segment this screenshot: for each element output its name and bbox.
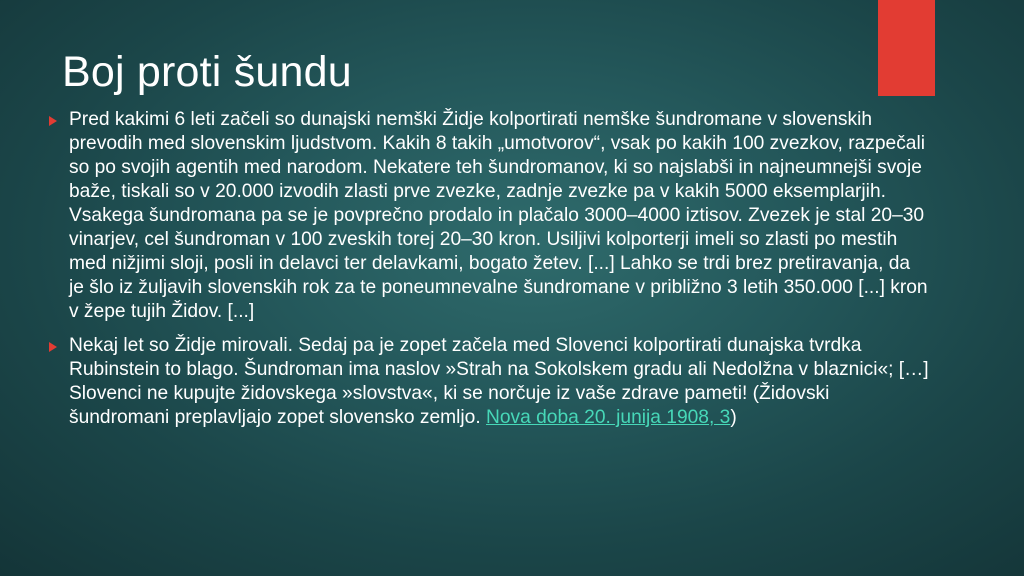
paragraph-text: Nekaj let so Židje mirovali. Sedaj pa je zopet začela med Slovenci kolportirati dunajska tvrdka Rubinstein to blago. Šundroman ima naslov »Strah na Sokolskem gradu ali Nedolžna v blaznici«; […] Slovenci ne kupujte židovskega »slovstva«, ki se norčuje iz vaše zdrave pameti! (Židovski šundromani preplavljajo zopet slovensko zemljo. [69, 335, 929, 428]
bullet-paragraph-1 [49, 108, 929, 324]
bullet-arrow-icon [49, 116, 57, 126]
paragraph-text-wrapper [69, 334, 929, 430]
source-link[interactable]: Nova doba 20. junija 1908, 3 [486, 407, 731, 428]
bullet-arrow-icon [49, 342, 57, 352]
accent-bar [878, 0, 935, 96]
closing-parenthesis: ) [730, 407, 737, 428]
paragraph-text: Pred kakimi 6 leti začeli so dunajski nemški Židje kolportirati nemške šundromane v slovenskih prevodih med slovenskim ljudstvom. Kakih 8 takih „umotvorov“, vsak po kakih 100 zvezkov, razpečali so po svojih agentih med narodom. Nekatere teh šundromanov, ki so najslabši in najneumnejši svoje baže, tiskali so v 20.000 izvodih zlasti prve zvezke, zadnje zvezke pa v kakih 5000 eksemplarjih. Vsakega šundromana pa se je povprečno prodalo in plačalo 3000–4000 iztisov. Zvezek je stal 20–30 vinarjev, cel šundroman v 100 zveskih torej 20–30 kron. Usiljivi kolporterji imeli so zlasti po mestih med nižjimi sloji, posli in delavci ter delavkami, bogato žetev. [...] Lahko se trdi brez pretiravanja, da je šlo iz žuljavih slovenskih rok za te poneumnevalne šundromane v približno 3 letih 350.000 [...] kron v žepe tujih Židov. [...] [69, 109, 928, 322]
bullet-paragraph-2 [49, 334, 929, 430]
slide-content [49, 108, 929, 440]
slide-title: Boj proti šundu [62, 48, 352, 96]
